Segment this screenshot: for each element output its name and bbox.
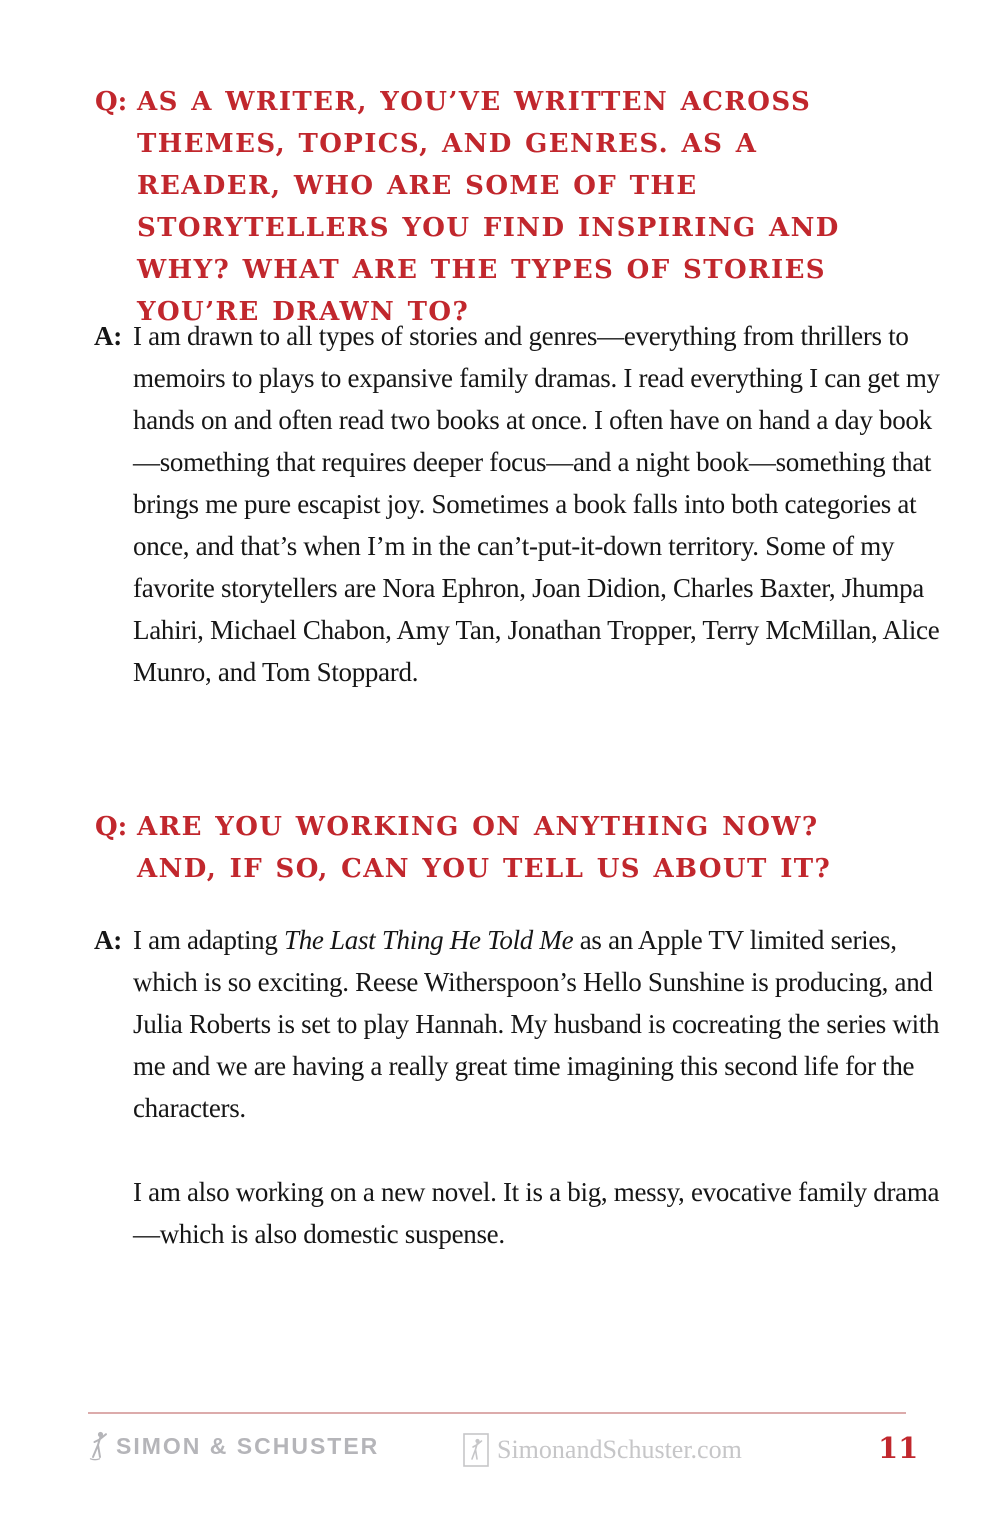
answer-2-text-after-title: as an Apple TV limited series, which is so exciting. Reese Witherspoon’s Hello Sunshine is producing, and Julia Roberts is set to play Hannah. My husband is cocreating the series with me and we are having a really great time imagining this second life for the characters. <box>133 925 940 1123</box>
answer-2-label: A: <box>94 925 122 955</box>
question-2 <box>95 806 869 890</box>
sower-colophon-boxed-icon <box>463 1433 489 1467</box>
footer-divider-rule <box>88 1412 906 1414</box>
answer-2-paragraph-2: I am also working on a new novel. It is a big, messy, evocative family drama—which is also domestic suspense. <box>133 1177 940 1249</box>
question-1-label: Q: <box>95 87 128 117</box>
question-1-text: AS A WRITER, YOU’VE WRITTEN ACROSS THEMES, TOPICS, AND GENRES. AS A READER, WHO ARE SOME OF THE STORYTELLERS YOU FIND INSPIRING AND WHY? WHAT ARE THE TYPES OF STORIES YOU’RE DRAWN TO? <box>137 87 840 327</box>
book-title-italic: The Last Thing He Told Me <box>284 925 574 955</box>
question-2-text: ARE YOU WORKING ON ANYTHING NOW? AND, IF SO, CAN YOU TELL US ABOUT IT? <box>137 812 832 884</box>
answer-2 <box>94 919 951 1255</box>
footer-publisher-brand <box>88 1431 379 1461</box>
sower-colophon-icon <box>88 1431 108 1461</box>
publisher-name: SIMON & SCHUSTER <box>116 1432 380 1459</box>
answer-1-label: A: <box>94 321 122 351</box>
answer-1 <box>94 315 951 693</box>
website-url: SimonandSchuster.com <box>497 1435 742 1464</box>
question-2-label: Q: <box>95 812 128 842</box>
answer-2-text-before-title: I am adapting <box>133 925 284 955</box>
answer-2-body <box>133 919 951 1255</box>
question-1 <box>95 81 869 333</box>
answer-1-paragraph: I am drawn to all types of stories and genres—everything from thrillers to memoirs to plays to expansive family dramas. I read everything I can get my hands on and often read two books at once. I often have on hand a day book—something that requires deeper focus—and a night book—something that brings me pure escapist joy. Sometimes a book falls into both categories at once, and that’s when I’m in the can’t-put-it-down territory. Some of my favorite storytellers are Nora Ephron, Joan Didion, Charles Baxter, Jhumpa Lahiri, Michael Chabon, Amy Tan, Jonathan Tropper, Terry McMillan, Alice Munro, and Tom Stoppard. <box>133 321 940 687</box>
footer-website <box>463 1433 742 1467</box>
answer-2-paragraph-1 <box>133 919 951 1129</box>
answer-1-body <box>133 315 951 693</box>
page-number: 11 <box>878 1431 919 1465</box>
